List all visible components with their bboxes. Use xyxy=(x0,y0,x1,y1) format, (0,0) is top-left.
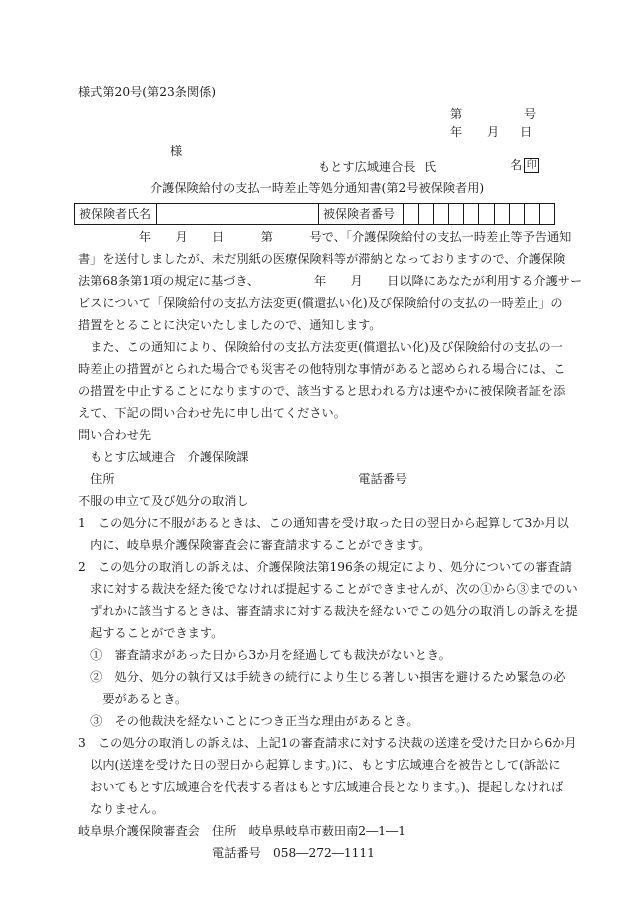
body-line: 年 月 日 第 号で、「介護保険給付の支払一時差止等予告通知 xyxy=(78,230,572,244)
insured-number-digit-box[interactable] xyxy=(434,204,449,224)
notice-body xyxy=(78,226,583,864)
addressee-suffix: 様 xyxy=(170,144,183,158)
body-line: 問い合わせ先 xyxy=(78,428,152,442)
date-month-label: 月 xyxy=(487,125,500,139)
body-line: 法第68条第1項の規定に基づき、 年 月 日以降にあなたが利用する介護サー xyxy=(78,274,583,288)
body-line: 時差止の措置がとられた場合でも災害その他特別な事情があると認められる場合には、こ xyxy=(78,362,566,376)
insured-number-digit-box[interactable] xyxy=(404,204,419,224)
insured-name-label: 被保険者氏名 xyxy=(75,204,157,224)
sender-name-mei xyxy=(510,158,539,173)
body-line: 書」を送付しましたが、未だ別紙の医療保険料等が滞納となっておりますので、介護保険 xyxy=(78,252,566,266)
notice-number-prefix: 第 xyxy=(450,107,463,121)
insured-number-digit-box[interactable] xyxy=(449,204,464,224)
sender-name-mei-text: 名 xyxy=(510,158,523,172)
body-line: おいてもとす広域連合を代表する者はもとす広域連合長となります。)、提起しなければ xyxy=(78,780,564,794)
body-line: の措置を中止することになりますので、該当すると思われる方は速やかに被保険者証を添 xyxy=(78,384,566,398)
body-line: 要があるとき。 xyxy=(78,692,188,706)
body-line: 起することができます。 xyxy=(78,626,224,640)
body-line: なりません。 xyxy=(78,802,165,816)
body-line: 内に、岐阜県介護保険審査会に審査請求することができます。 xyxy=(78,538,431,552)
insured-info-table xyxy=(74,203,555,225)
body-line: 岐阜県介護保険審査会 住所 岐阜県岐阜市薮田南2―1―1 xyxy=(78,824,406,838)
insured-number-digit-box[interactable] xyxy=(464,204,479,224)
insured-number-digit-box[interactable] xyxy=(495,204,510,224)
insured-number-digit-box[interactable] xyxy=(510,204,525,224)
body-line: 2 この処分の取消しの訴えは、介護保険法第196条の規定により、処分についての審査請 xyxy=(78,560,572,574)
body-line: もとす広域連合 介護保険課 xyxy=(78,450,249,464)
insured-number-digit-box[interactable] xyxy=(525,204,540,224)
sender-name-shi: 氏 xyxy=(424,160,437,174)
insured-number-label: 被保険者番号 xyxy=(319,204,404,224)
date-year-label: 年 xyxy=(450,125,463,139)
insured-number-digit-box[interactable] xyxy=(479,204,494,224)
body-line: 3 この処分の取消しの訴えは、上記1の審査請求に対する決裁の送達を受けた日から6か月 xyxy=(78,736,577,750)
notice-number-suffix: 号 xyxy=(524,107,537,121)
body-line: 求に対する裁決を経た後でなければ提起することができませんが、次の①から③までのい xyxy=(78,582,578,596)
body-line: 不服の申立て及び処分の取消し xyxy=(78,494,249,508)
document-title: 介護保険給付の支払一時差止等処分通知書(第2号被保険者用) xyxy=(150,181,485,195)
body-line: ビスについて「保険給付の支払方法変更(償還払い化)及び保険給付の支払の一時差止」の xyxy=(78,296,563,310)
body-line: 措置をとることに決定いたしましたので、通知します。 xyxy=(78,318,382,332)
seal-icon: 印 xyxy=(524,158,539,173)
body-line: ③ その他裁決を経ないことにつき正当な理由があるとき。 xyxy=(78,714,419,728)
insured-number-boxes xyxy=(404,204,554,224)
body-line: 電話番号 058―272―1111 xyxy=(78,846,375,860)
body-line: ① 審査請求があった日から3か月を経過しても裁決がないとき。 xyxy=(78,648,451,662)
insured-number-digit-box[interactable] xyxy=(419,204,434,224)
body-line: 住所 電話番号 xyxy=(78,472,408,486)
body-line: ② 処分、処分の執行又は手続きの続行により生じる著しい損害を避けるため緊急の必 xyxy=(78,670,566,684)
insured-name-field[interactable] xyxy=(157,204,319,224)
body-line: ずれかに該当するときは、審査請求に対する裁決を経ないでこの処分の取消しの訴えを提 xyxy=(78,604,578,618)
insured-number-digit-box[interactable] xyxy=(540,204,554,224)
body-line: また、この通知により、保険給付の支払方法変更(償還払い化)及び保険給付の支払の一 xyxy=(78,340,563,354)
sender-title: もとす広域連合長 xyxy=(318,160,416,174)
form-number: 様式第20号(第23条関係) xyxy=(78,85,217,99)
date-day-label: 日 xyxy=(520,125,533,139)
body-line: 1 この処分に不服があるときは、この通知書を受け取った日の翌日から起算して3か月以 xyxy=(78,516,569,530)
body-line: 以内(送達を受けた日の翌日から起算します。)に、もとす広域連合を被告として(訴訟に xyxy=(78,758,561,772)
body-line: えて、下記の問い合わせ先に申し出てください。 xyxy=(78,406,346,420)
